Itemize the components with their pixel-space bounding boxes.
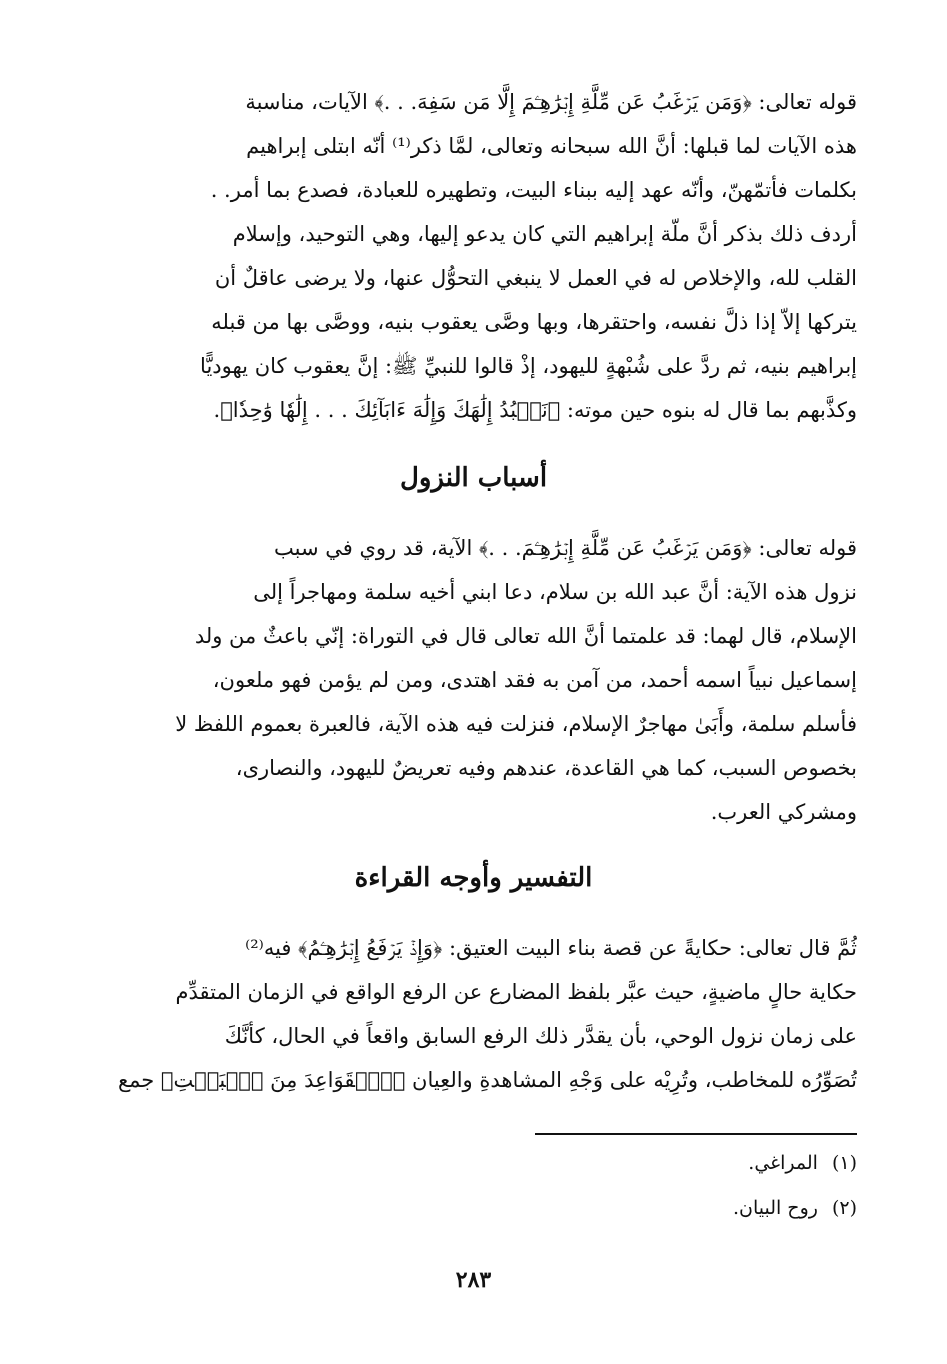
footnote-2: [733, 1197, 857, 1219]
paragraph-tafsir: [90, 926, 857, 1102]
text-line: إبراهيم بنيه، ثم ردَّ على شُبْهةٍ لليهود، إذْ قالوا للنبيِّ ﷺ: إنَّ يعقوب كان يهوديًّا: [200, 354, 857, 378]
footnote-text: روح البيان.: [732, 1197, 818, 1219]
footnote-number: (٢): [831, 1197, 857, 1219]
paragraph-text: [90, 926, 857, 1102]
text-line: حكاية حالٍ ماضيةٍ، حيث عبَّر بلفظ المضارع عن الرفع الواقع في الزمان المتقدِّم: [175, 980, 857, 1004]
text-line: ثُمَّ قال تعالى: حكايةً عن قصة بناء البيت العتيق: ﴿وَإِذۡ يَرۡفَعُ إِبۡرَٰهِـۧمُ﴾ فيه⁽²⁾: [245, 936, 857, 960]
text-line: إسماعيل نبياً اسمه أحمد، من آمن به فقد اهتدى، ومن لم يؤمن فهو ملعون،: [212, 668, 857, 692]
paragraph-reasons-of-revelation: [90, 526, 857, 834]
text-line: فأسلم سلمة، وأَبَىٰ مهاجرٌ الإسلام، فنزلت فيه هذه الآية، فالعبرة بعموم اللفظ لا: [175, 712, 857, 736]
text-line: قوله تعالى: ﴿وَمَن يَرۡغَبُ عَن مِّلَّةِ إِبۡرَٰهِـۧمَ. . .﴾ الآية، قد روي في سبب: [274, 536, 857, 560]
text-line: بكلمات فأتمّهنّ، وأنّه عهد إليه ببناء البيت، وتطهيره للعبادة، فصدع بما أمر. .: [210, 178, 857, 202]
text-line: نزول هذه الآية: أنَّ عبد الله بن سلام، دعا ابني أخيه سلمة ومهاجراً إلى: [253, 580, 857, 604]
text-line: أردف ذلك بذكر أنَّ ملّة إبراهيم التي كان يدعو إليها، وهي التوحيد، وإسلام: [232, 222, 857, 246]
text-line: قوله تعالى: ﴿وَمَن يَرۡغَبُ عَن مِّلَّةِ إِبۡرَٰهِـۧمَ إِلَّا مَن سَفِهَ. . .﴾ الآيات، مناسبة: [245, 90, 857, 114]
section-heading-reasons-of-revelation: أسباب النزول: [399, 463, 548, 493]
text-line: وكذَّبهم بما قال له بنوه حين موته: ﴿نَعۡبُدُ إِلَٰهَكَ وَإِلَٰهَ ءَابَآئِكَ . . . إِلَٰهٗا وَٰحِدٗا﴾.: [213, 398, 857, 422]
text-line: القلب لله، والإخلاص له في العمل لا ينبغي التحوُّل عنها، ولا يرضى عاقلٌ أن: [214, 266, 857, 290]
footnote-separator: [535, 1133, 857, 1135]
text-line: بخصوص السبب، كما هي القاعدة، عندهم وفيه تعريضٌ لليهود، والنصارى،: [235, 756, 857, 780]
text-line: تُصَوِّرُه للمخاطب، وتُرِيْه على وَجْهِ المشاهدةِ والعِيان ﴿ٱلۡقَوَاعِدَ مِنَ ٱلۡبَيۡتِ﴾ جمع: [117, 1068, 857, 1092]
text-line: يتركها إلاّ إذا ذلَّ نفسه، واحتقرها، وبها وصَّى يعقوب بنيه، ووصَّى بها من قبله: [211, 310, 857, 334]
footnote-number: (١): [831, 1152, 857, 1174]
footnote-1: [748, 1152, 857, 1174]
text-line: الإسلام، قال لهما: قد علمتما أنَّ الله تعالى قال في التوراة: إنّي باعثٌ من ولد: [194, 624, 857, 648]
text-line: ومشركي العرب.: [710, 800, 857, 824]
paragraph-verses-context: [90, 80, 857, 432]
text-line: على زمان نزول الوحي، بأن يقدَّر ذلك الرفع السابق واقعاً في الحال، كأنَّكَ: [224, 1024, 857, 1048]
text-line: هذه الآيات لما قبلها: أنَّ الله سبحانه وتعالى، لمَّا ذكر⁽¹⁾ أنّه ابتلى إبراهيم: [246, 134, 857, 158]
paragraph-text: [90, 80, 857, 432]
section-heading-tafsir-and-readings: التفسير وأوجه القراءة: [354, 863, 593, 893]
footnote-text: المراغي.: [748, 1152, 818, 1174]
page-number: ٢٨٣: [455, 1267, 492, 1293]
paragraph-text: [90, 526, 857, 834]
